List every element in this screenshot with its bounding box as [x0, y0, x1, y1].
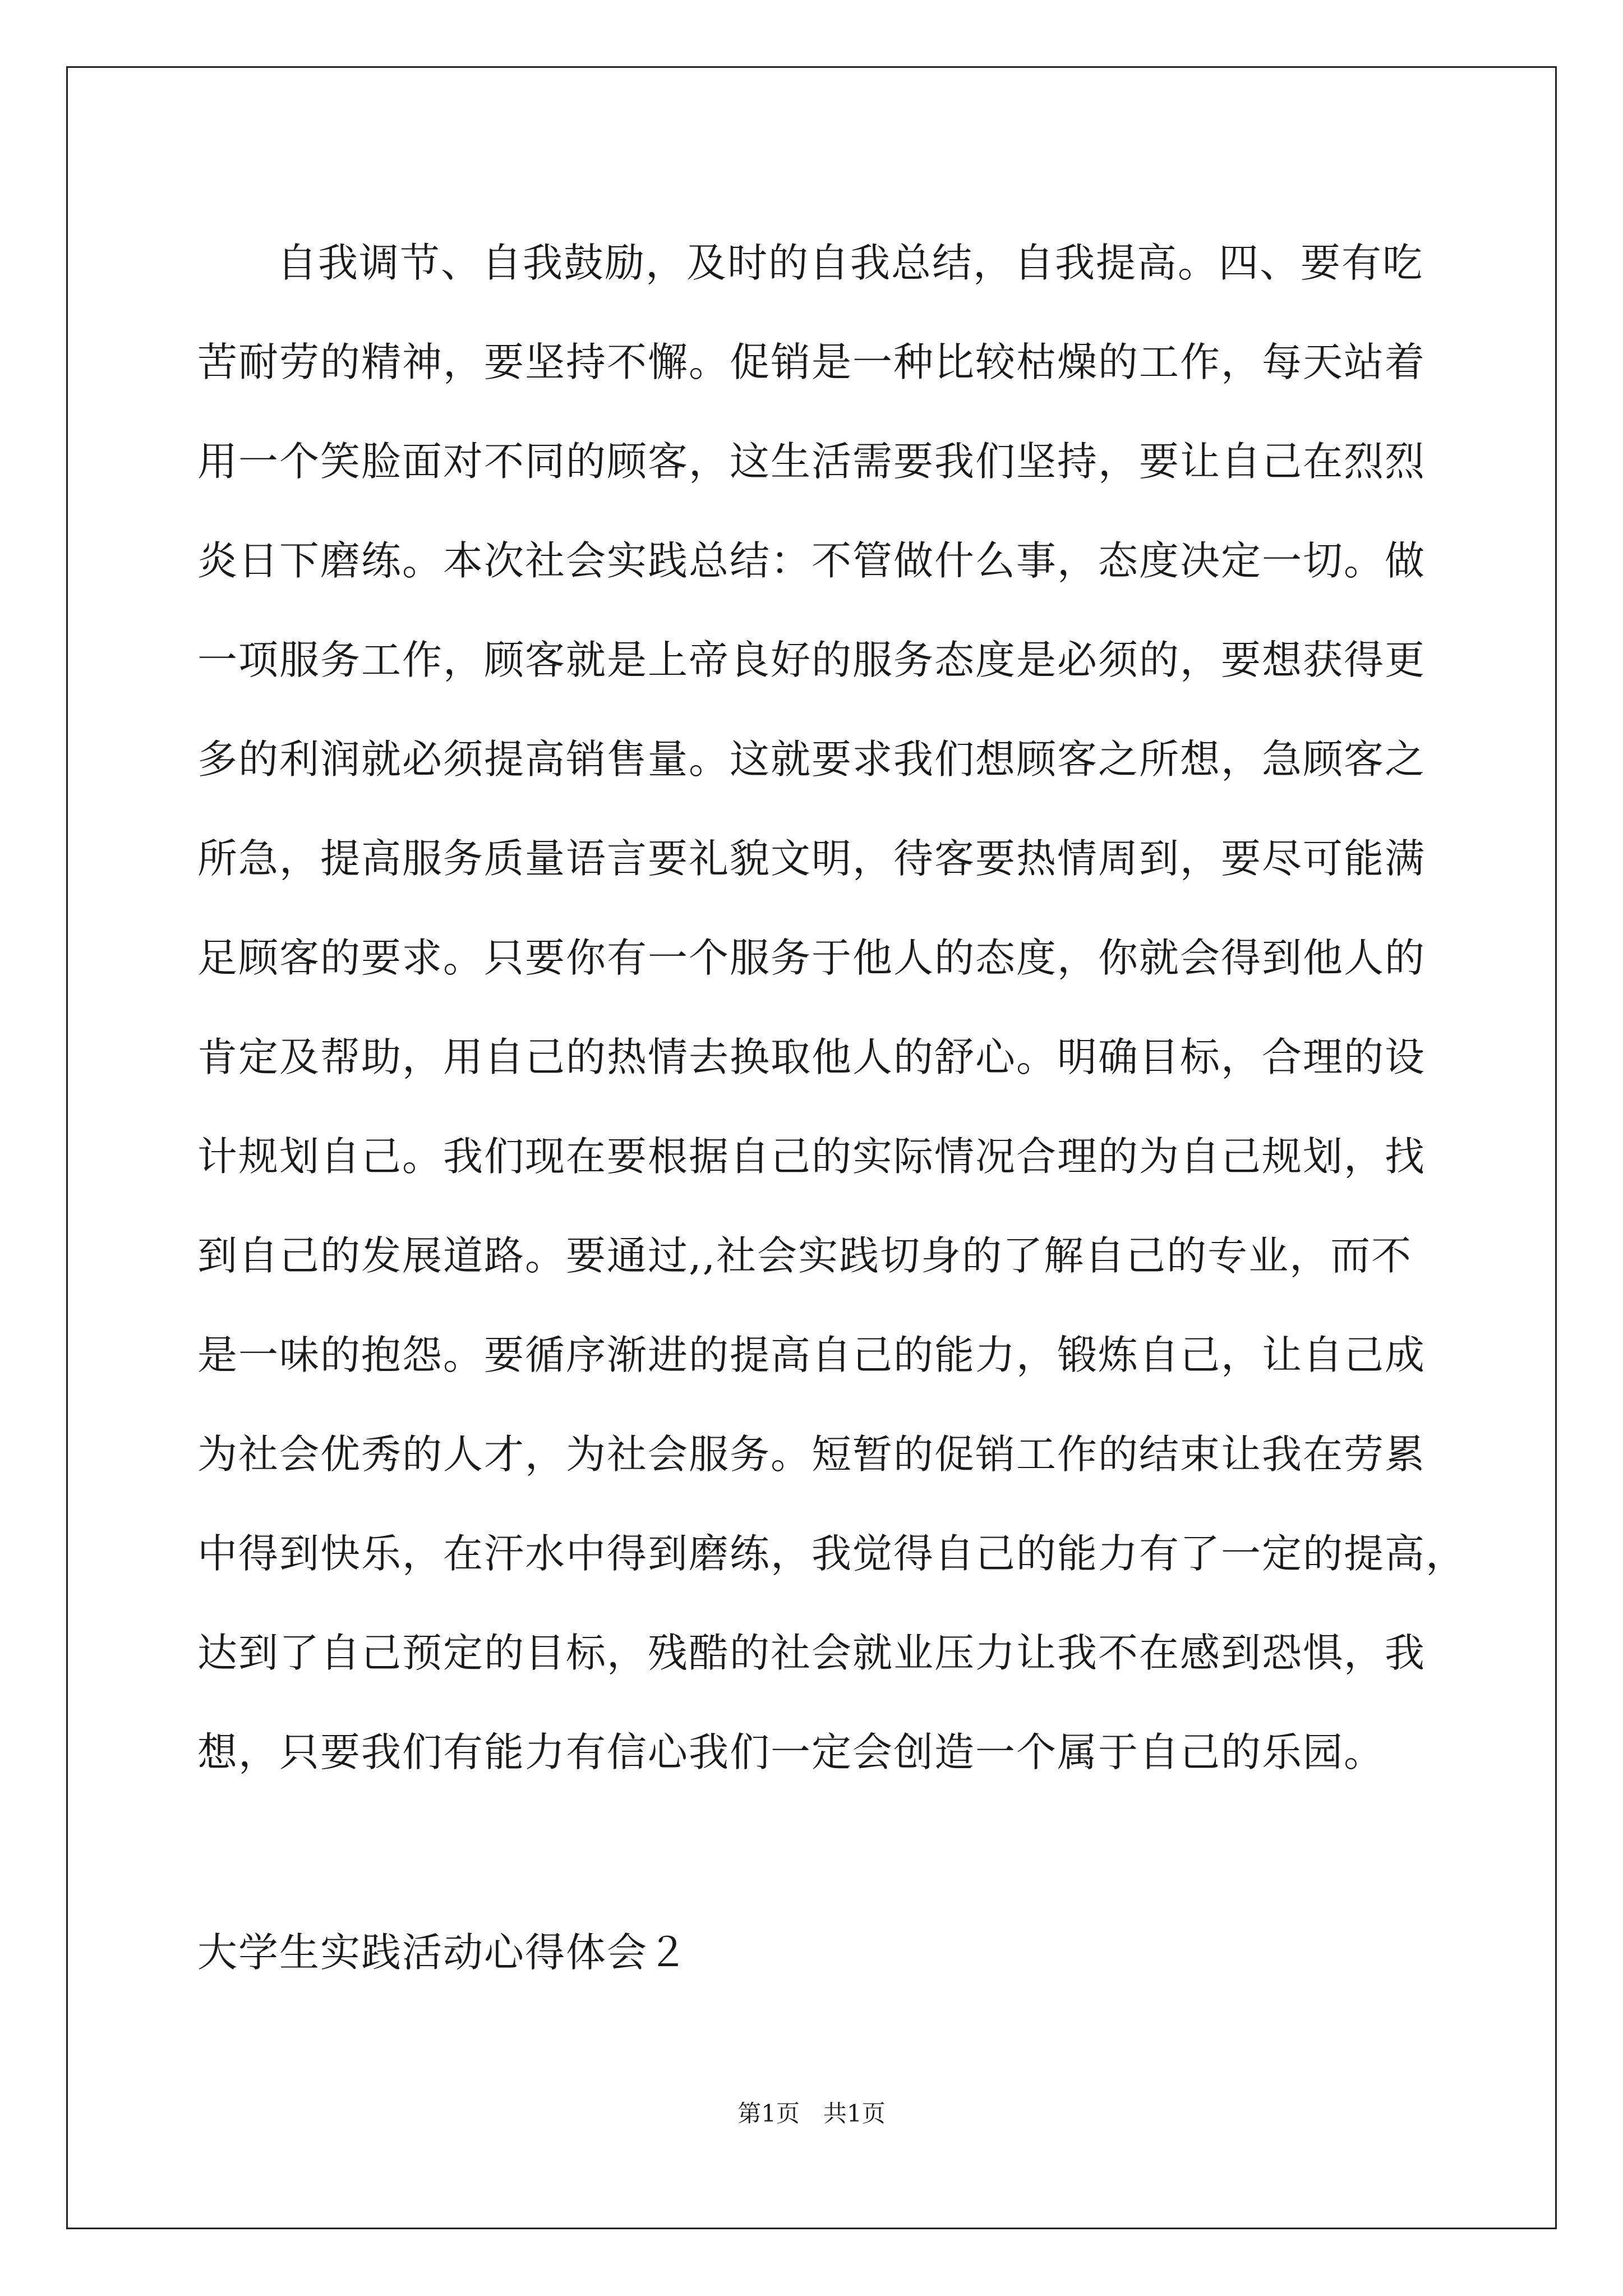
text-line: 自我调节、自我鼓励，及时的自我总结，自我提高。四、要有吃 [277, 240, 1424, 286]
text-line: 一项服务工作，顾客就是上帝良好的服务态度是必须的，要想获得更 [197, 637, 1426, 683]
body-paragraph [197, 213, 1467, 1802]
text-line: 计规划自己。我们现在要根据自己的实际情况合理的为自己规划，找 [197, 1133, 1426, 1180]
text-line: 炎日下磨练。本次社会实践总结：不管做什么事，态度决定一切。做 [197, 537, 1426, 584]
text-line: 达到了自己预定的目标，残酷的社会就业压力让我不在感到恐惧，我 [197, 1630, 1426, 1676]
section-heading: 大学生实践活动心得体会２ [197, 1929, 689, 1976]
text-line: 是一味的抱怨。要循序渐进的提高自己的能力，锻炼自己，让自己成 [197, 1332, 1426, 1378]
page-number-footer: 第1页 共1页 [737, 2100, 886, 2127]
text-line: 中得到快乐，在汗水中得到磨练，我觉得自己的能力有了一定的提高， [197, 1530, 1467, 1577]
text-line: 肯定及帮助，用自己的热情去换取他人的舒心。明确目标，合理的设 [197, 1034, 1426, 1080]
text-line: 为社会优秀的人才，为社会服务。短暂的促销工作的结束让我在劳累 [197, 1431, 1426, 1478]
text-line: 所急，提高服务质量语言要礼貌文明，待客要热情周到，要尽可能满 [197, 835, 1426, 882]
text-line: 多的利润就必须提高销售量。这就要求我们想顾客之所想，急顾客之 [197, 736, 1426, 783]
text-line: 足顾客的要求。只要你有一个服务于他人的态度，你就会得到他人的 [197, 935, 1426, 981]
text-line: 用一个笑脸面对不同的顾客，这生活需要我们坚持，要让自己在烈烈 [197, 438, 1426, 485]
text-line: 苦耐劳的精神，要坚持不懈。促销是一种比较枯燥的工作，每天站着 [197, 339, 1426, 385]
text-line: 到自己的发展道路。要通过,,社会实践切身的了解自己的专业，而不 [197, 1232, 1413, 1279]
text-line: 想，只要我们有能力有信心我们一定会创造一个属于自己的乐园。 [197, 1729, 1385, 1775]
